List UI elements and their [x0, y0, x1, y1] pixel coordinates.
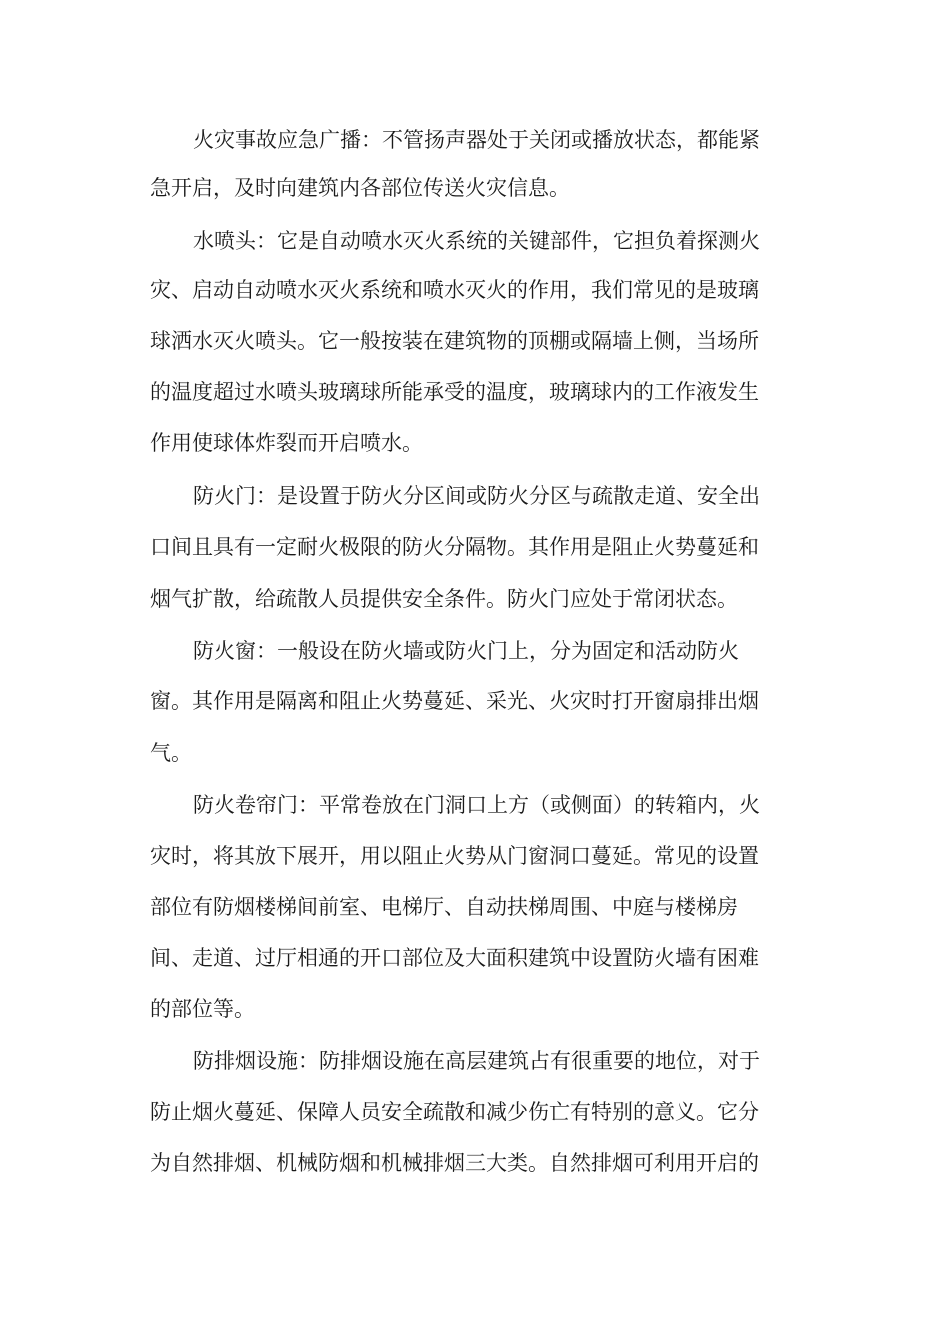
- text-line-19: 防排烟设施：防排烟设施在高层建筑占有很重要的地位，对于: [193, 1049, 760, 1073]
- text-line-1: 火灾事故应急广播：不管扬声器处于关闭或播放状态，都能紧: [193, 128, 760, 152]
- text-line-16: 部位有防烟楼梯间前室、电梯厅、自动扶梯周围、中庭与楼梯房: [150, 895, 738, 919]
- text-line-6: 的温度超过水喷头玻璃球所能承受的温度，玻璃球内的工作液发生: [150, 380, 759, 404]
- text-line-4: 灾、启动自动喷水灭火系统和喷水灭火的作用，我们常见的是玻璃: [150, 278, 759, 302]
- text-line-9: 口间且具有一定耐火极限的防火分隔物。其作用是阻止火势蔓延和: [150, 535, 759, 559]
- text-line-3: 水喷头：它是自动喷水灭火系统的关键部件，它担负着探测火: [193, 229, 760, 253]
- text-line-11: 防火窗：一般设在防火墙或防火门上，分为固定和活动防火: [193, 639, 739, 663]
- text-line-21: 为自然排烟、机械防烟和机械排烟三大类。自然排烟可利用开启的: [150, 1151, 759, 1175]
- text-line-5: 球洒水灭火喷头。它一般按装在建筑物的顶棚或隔墙上侧，当场所: [150, 329, 759, 353]
- text-line-7: 作用使球体炸裂而开启喷水。: [150, 431, 423, 455]
- text-line-20: 防止烟火蔓延、保障人员安全疏散和减少伤亡有特别的意义。它分: [150, 1100, 759, 1124]
- text-line-10: 烟气扩散，给疏散人员提供安全条件。防火门应处于常闭状态。: [150, 587, 738, 611]
- text-line-17: 间、走道、过厅相通的开口部位及大面积建筑中设置防火墙有困难: [150, 946, 759, 970]
- text-line-18: 的部位等。: [150, 997, 255, 1021]
- text-line-14: 防火卷帘门：平常卷放在门洞口上方（或侧面）的转箱内，火: [193, 793, 760, 817]
- text-line-8: 防火门：是设置于防火分区间或防火分区与疏散走道、安全出: [193, 484, 760, 508]
- text-line-12: 窗。其作用是隔离和阻止火势蔓延、采光、火灾时打开窗扇排出烟: [150, 689, 759, 713]
- text-line-2: 急开启，及时向建筑内各部位传送火灾信息。: [150, 176, 570, 200]
- text-line-13: 气。: [150, 741, 192, 765]
- text-line-15: 灾时，将其放下展开，用以阻止火势从门窗洞口蔓延。常见的设置: [150, 844, 759, 868]
